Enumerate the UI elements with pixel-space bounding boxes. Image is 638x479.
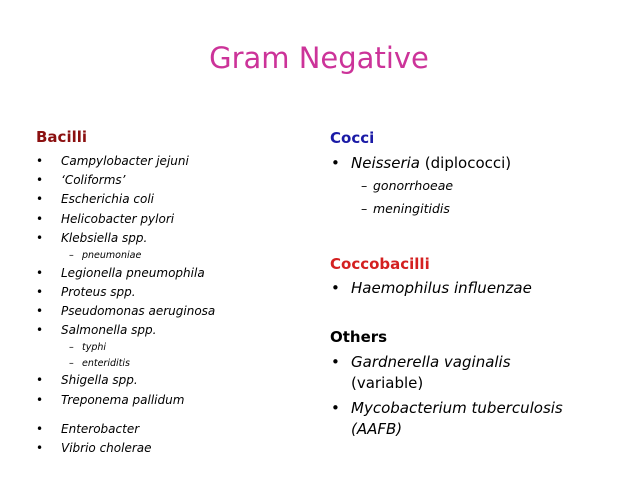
- others-heading: Others: [330, 328, 388, 346]
- list-item: • Helicobacter pylori: [36, 210, 215, 229]
- cocci-heading: Cocci: [330, 129, 375, 147]
- list-item: • Vibrio cholerae: [36, 439, 215, 458]
- list-subitem: – meningitidis: [331, 197, 511, 220]
- list-item: • Shigella spp.: [36, 371, 215, 390]
- bacilli-heading: Bacilli: [36, 128, 88, 146]
- list-item: • Campylobacter jejuni: [36, 152, 215, 171]
- list-item: • Mycobacterium tuberculosis (AAFB): [331, 398, 631, 440]
- list-item: • Neisseria (diplococci): [331, 153, 511, 174]
- list-item: • Legionella pneumophila: [36, 264, 215, 283]
- list-item: • Treponema pallidum: [36, 391, 215, 410]
- list-item: • Pseudomonas aeruginosa: [36, 302, 215, 321]
- cocci-list: [331, 153, 511, 220]
- list-item: • Enterobacter: [36, 420, 215, 439]
- bacilli-list: [36, 152, 215, 458]
- coccobacilli-list: [331, 278, 532, 299]
- list-item: • Haemophilus influenzae: [331, 278, 532, 299]
- list-item: • ‘Coliforms’: [36, 171, 215, 190]
- coccobacilli-heading: Coccobacilli: [330, 255, 430, 273]
- list-item: • Salmonella spp.: [36, 321, 215, 340]
- list-subitem: – pneumoniae: [36, 248, 215, 264]
- list-item: • Klebsiella spp.: [36, 229, 215, 248]
- list-subitem: – gonorrhoeae: [331, 174, 511, 197]
- list-subitem: – enteriditis: [36, 356, 215, 372]
- list-item: • Gardnerella vaginalis (variable): [331, 352, 631, 394]
- list-subitem: – typhi: [36, 340, 215, 356]
- list-item: • Proteus spp.: [36, 283, 215, 302]
- others-list: [331, 352, 631, 440]
- slide-title: Gram Negative: [209, 41, 429, 75]
- list-item: • Escherichia coli: [36, 190, 215, 209]
